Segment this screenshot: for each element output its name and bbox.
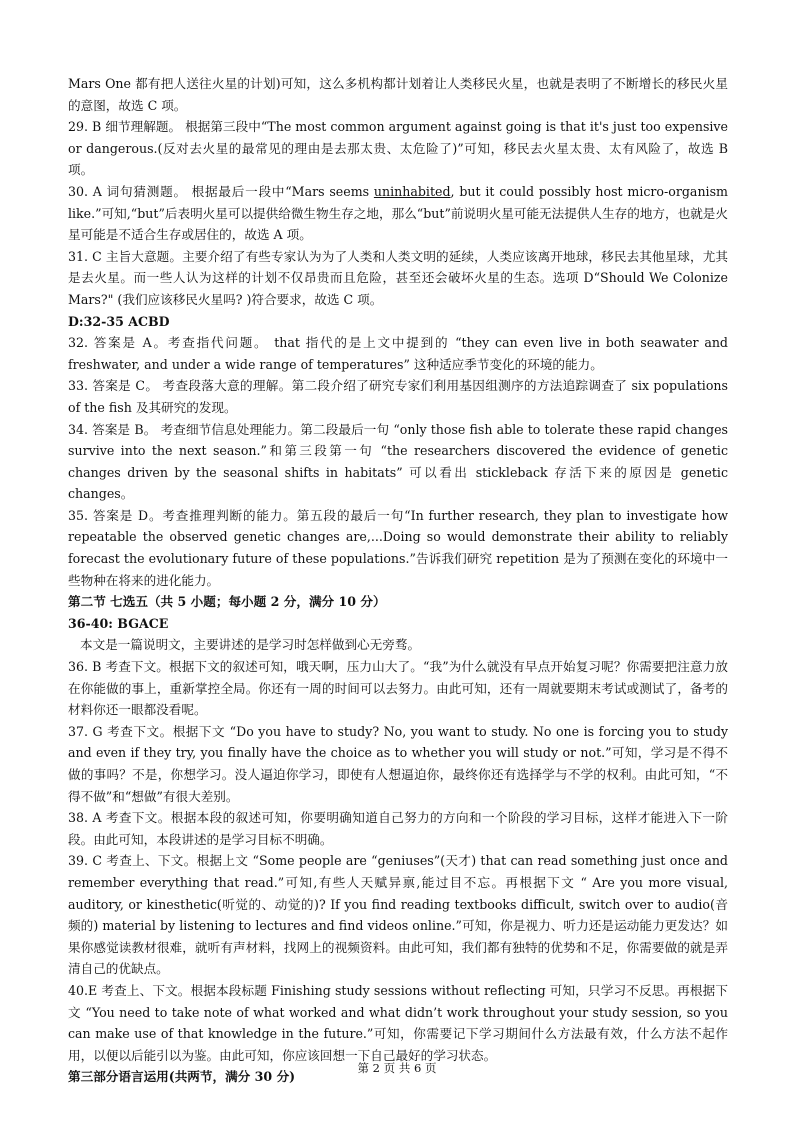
answer-39: 39. C 考查上、下文。根据上文 “Some people are “geniuses”(天才) that can read something just once and remember everything that read.”可知,有些人天赋异禀,能过目不忘。再根据下文 “ Are you more visual, auditory, or kinesthetic(听觉的、动觉的)? If you find reading textbooks difficult, switch over to audio(音频的) material by listening to lectures and find videos online.”可知，你是视力、听力还是运动能力更发达？如果你感觉读教材很难，就听有声材料，找网上的视频资料。由此可知，我们都有独特的优势和不足，你需要做的就是弄清自己的优缺点。 bbox=[68, 853, 728, 977]
page-footer: 第 2 页 共 6 页 bbox=[357, 1061, 437, 1075]
section-d-heading: D:32-35 ACBD bbox=[68, 313, 170, 329]
section-heading-part3: 第三部分语言运用(共两节，满分 30 分) bbox=[68, 1069, 296, 1085]
answer-35: 35. 答案是 D。考查推理判断的能力。第五段的最后一句“In further research, they plan to investigate how repeatable the observed genetic changes are,...Doing so would demonstrate their ability to reliably forecast the evolutionary future of these populations.”告诉我们研究 repetition 是为了预测在变化的环境中一些物种在将来的进化能力。 bbox=[68, 507, 728, 588]
document-body bbox=[68, 73, 728, 1088]
answer-31: 31. C 主旨大意题。主要介绍了有些专家认为为了人类和人类文明的延续，人类应该离开地球，移民去其他星球，尤其是去火星。而一些人认为这样的计划不仅昂贵而且危险，甚至还会破坏火星的生态。选项 D“Should We Colonize Mars?" (我们应该移民火星吗? )符合要求，故选 C 项。 bbox=[68, 248, 728, 307]
answer-40: 40.E 考查上、下文。根据本段标题 Finishing study sessions without reflecting 可知，只学习不反思。再根据下文 “You need to take note of what worked and what didn’t work throughout your study session, so you can make use of that knowledge in the future.”可知，你需要记下学习期间什么方法最有效，什么方法不起作用，以便以后能引以为鉴。由此可知，你应该回想一下自己最好的学习状态。 bbox=[68, 982, 728, 1063]
answer-34: 34. 答案是 B。 考查细节信息处理能力。第二段最后一句 “only those fish able to tolerate these rapid changes survive into the next season.”和第三段第一句 “the researchers discovered the evidence of genetic changes driven by the seasonal shifts in habitats” 可以看出 stickleback 存活下来的原因是 genetic changes。 bbox=[68, 421, 728, 502]
answer-32: 32. 答案是 A。考查指代问题。 that 指代的是上文中提到的 “they can even live in both seawater and freshwater, and under a wide range of temperatures” 这种适应季节变化的环境的能力。 bbox=[68, 335, 728, 372]
answer-33: 33. 答案是 C。 考查段落大意的理解。第二段介绍了研究专家们利用基因组测序的方法追踪调查了 six populations of the fish 及其研究的发现。 bbox=[68, 378, 728, 415]
passage-summary: 本文是一篇说明文，主要讲述的是学习时怎样做到心无旁骛。 bbox=[80, 637, 421, 653]
answers-36-40-heading: 36-40: BGACE bbox=[68, 615, 169, 631]
paragraph-28-continued: Mars One 都有把人送往火星的计划)可知，这么多机构都计划着让人类移民火星，也就是表明了不断增长的移民火星的意图，故选 C 项。 bbox=[68, 76, 728, 113]
answer-29: 29. B 细节理解题。 根据第三段中“The most common argument against going is that it's just too expensive or dangerous.(反对去火星的最常见的理由是去那太贵、太危险了)”可知，移民去火星太贵、太有风险了，故选 B 项。 bbox=[68, 119, 728, 178]
answer-38: 38. A 考查下文。根据本段的叙述可知，你要明确知道自己努力的方向和一个阶段的学习目标，这样才能进入下一阶段。由此可知，本段讲述的是学习目标不明确。 bbox=[68, 810, 728, 847]
section-heading-part2: 第二节 七选五（共 5 小题；每小题 2 分，满分 10 分） bbox=[68, 594, 386, 610]
answer-36: 36. B 考查下文。根据下文的叙述可知，哦天啊，压力山大了。“我”为什么就没有早点开始复习呢？你需要把注意力放在你能做的事上，重新掌控全局。你还有一周的时间可以去努力。由此可知，还有一周就要期末考试或测试了，备考的材料你还一眼都没看呢。 bbox=[68, 659, 728, 718]
answer-37: 37. G 考查下文。根据下文 “Do you have to study? No, you want to study. No one is forcing you to study and even if they try, you finally have the choice as to whether you will study or not.”可知，学习是不得不做的事吗？不是，你想学习。没人逼迫你学习，即使有人想逼迫你，最终你还有选择学与不学的权利。由此可知，“不得不做”和“想做”有很大差别。 bbox=[68, 723, 728, 804]
underlined-word: uninhabited bbox=[373, 183, 451, 199]
answer-30: 30. A 词句猜测题。 根据最后一段中“Mars seems uninhabited, but it could possibly host micro-organism like.”可知,“but”后表明火星可以提供给微生物生存之地，那么“but”前说明火星可能无法提供人生存的地方，也就是火星可能是不适合生存或居住的，故选 A 项。 bbox=[68, 183, 728, 243]
